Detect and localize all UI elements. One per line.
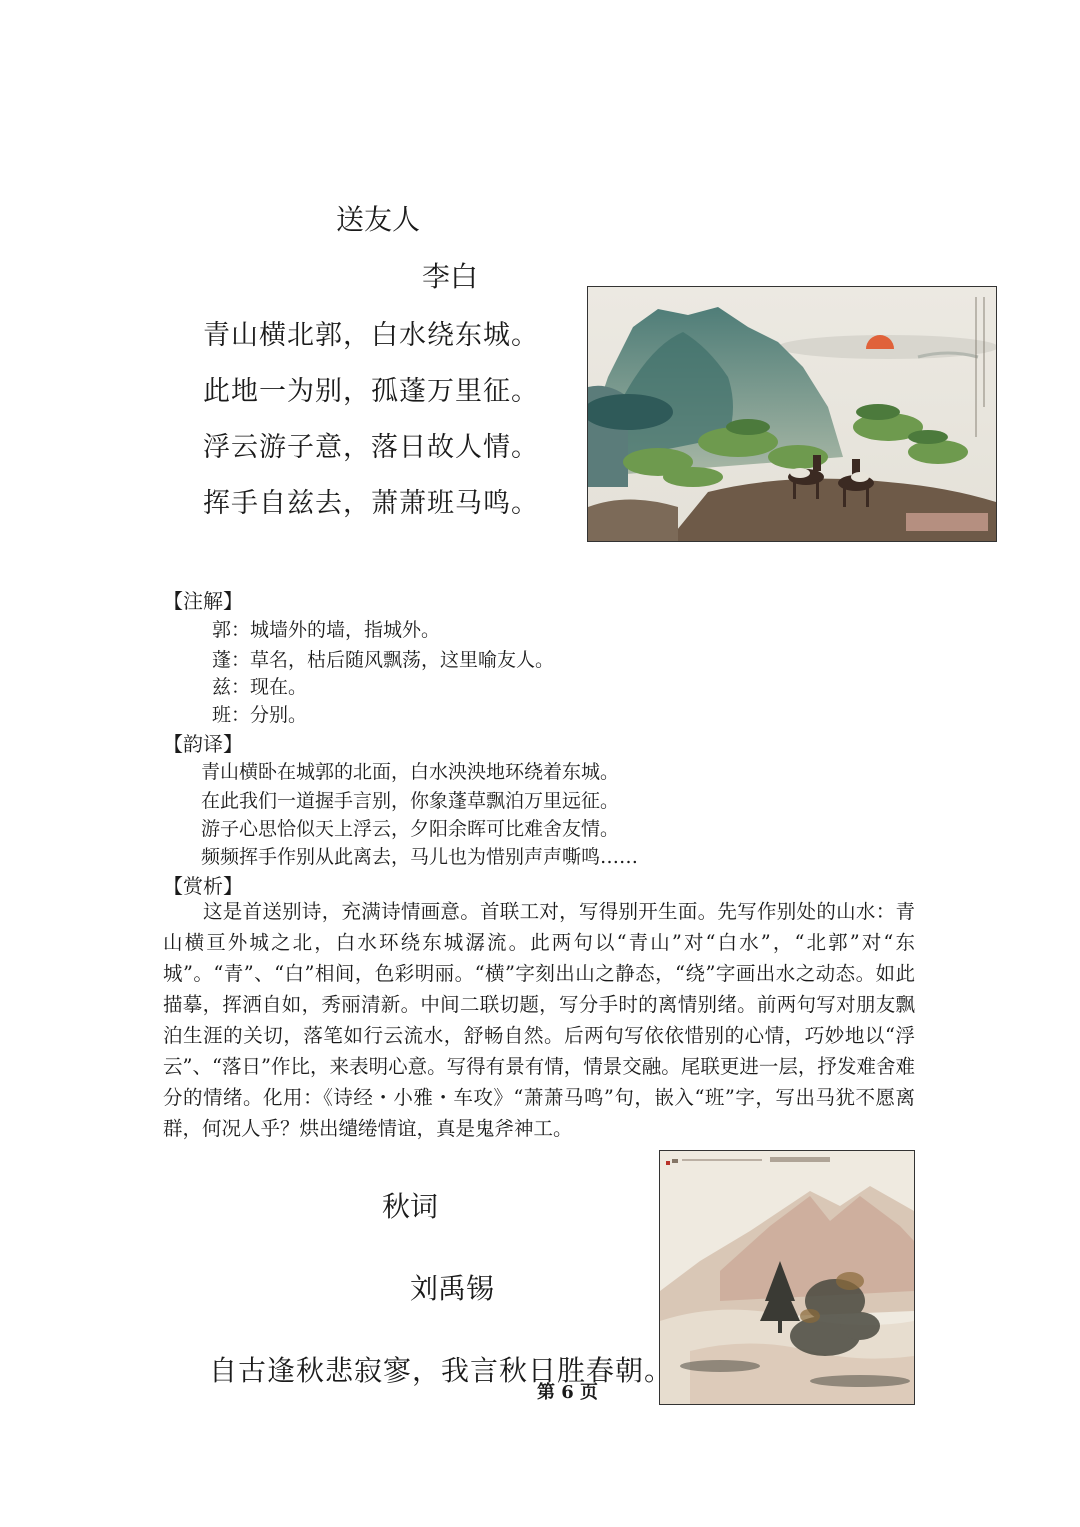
poem1-title: 送友人 bbox=[336, 203, 421, 236]
poem1-line: 浮云游子意，落日故人情。 bbox=[203, 432, 539, 463]
appreciation-heading: 【赏析】 bbox=[163, 874, 243, 898]
translation-line: 频频挥手作别从此离去，马儿也为惜别声声嘶鸣…… bbox=[201, 846, 639, 868]
note-item: 郭：城墙外的墙，指城外。 bbox=[212, 619, 441, 641]
poem2-author: 刘禹锡 bbox=[410, 1272, 495, 1305]
translation-heading: 【韵译】 bbox=[163, 732, 243, 756]
autumn-landscape-painting bbox=[659, 1150, 915, 1405]
note-item: 蓬：草名，枯后随风飘荡，这里喻友人。 bbox=[212, 649, 555, 671]
poem2-title: 秋词 bbox=[382, 1190, 439, 1223]
poem1-line: 此地一为别，孤蓬万里征。 bbox=[203, 376, 539, 407]
poem1-line: 青山横北郭，白水绕东城。 bbox=[203, 320, 539, 351]
appreciation-text: 这是首送别诗，充满诗情画意。首联工对，写得别开生面。先写作别处的山水：青山横亘外城之北，白水环绕东城潺流。此两句以“青山”对“白水”，“北郭”对“东城”。“青”、“白”相间，色彩明丽。“横”字刻出山之静态，“绕”字画出水之动态。如此描摹，挥洒自如，秀丽清新。中间二联切题，写分手时的离情别绪。前两句写对朋友飘泊生涯的关切，落笔如行云流水，舒畅自然。后两句写依依惜别的心情，巧妙地以“浮云”、“落日”作比，来表明心意。写得有景有情，情景交融。尾联更进一层，抒发难舍难分的情绪。化用：《诗经・小雅・车攻》“萧萧马鸣”句，嵌入“班”字，写出马犹不愿离群，何况人乎？烘出缱绻情谊，真是鬼斧神工。 bbox=[163, 900, 915, 1140]
note-item: 兹：现在。 bbox=[212, 676, 308, 698]
poem1-author: 李白 bbox=[422, 260, 479, 293]
page-number: 第 6 页 bbox=[537, 1382, 599, 1403]
note-item: 班：分别。 bbox=[212, 704, 308, 726]
translation-line: 游子心思恰似天上浮云，夕阳余晖可比难舍友情。 bbox=[201, 818, 620, 840]
poem1-line: 挥手自兹去，萧萧班马鸣。 bbox=[203, 488, 539, 519]
translation-line: 青山横卧在城郭的北面，白水泱泱地环绕着东城。 bbox=[201, 761, 620, 783]
translation-line: 在此我们一道握手言别，你象蓬草飘泊万里远征。 bbox=[201, 790, 620, 812]
notes-heading: 【注解】 bbox=[163, 589, 243, 613]
poem2-line: 自古逢秋悲寂寥，我言秋日胜春朝。 bbox=[209, 1354, 674, 1387]
landscape-painting-riders bbox=[587, 286, 997, 542]
